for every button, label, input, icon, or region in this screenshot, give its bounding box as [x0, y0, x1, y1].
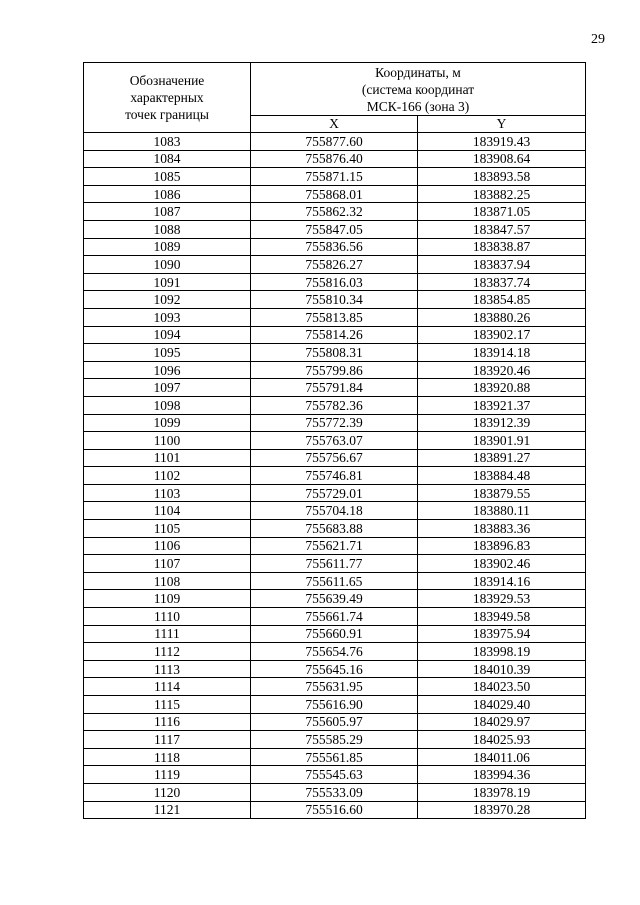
x-coordinate-cell: 755763.07 [251, 432, 418, 450]
table-row [84, 238, 586, 256]
point-number-cell: 1112 [84, 643, 251, 661]
y-coordinate-cell: 183998.19 [418, 643, 586, 661]
table-header [84, 63, 586, 133]
point-number-cell: 1088 [84, 220, 251, 238]
y-coordinate-cell: 183994.36 [418, 766, 586, 784]
point-number-cell: 1094 [84, 326, 251, 344]
x-coordinate-cell: 755868.01 [251, 185, 418, 203]
point-number-cell: 1120 [84, 783, 251, 801]
x-coordinate-cell: 755871.15 [251, 168, 418, 186]
point-number-cell: 1105 [84, 520, 251, 538]
x-coordinate-cell: 755791.84 [251, 379, 418, 397]
point-number-cell: 1107 [84, 555, 251, 573]
x-coordinate-cell: 755746.81 [251, 467, 418, 485]
x-coordinate-cell: 755654.76 [251, 643, 418, 661]
table-row [84, 502, 586, 520]
y-coordinate-cell: 183879.55 [418, 484, 586, 502]
point-number-cell: 1096 [84, 361, 251, 379]
table-row [84, 308, 586, 326]
y-coordinate-cell: 183920.46 [418, 361, 586, 379]
x-coordinate-cell: 755683.88 [251, 520, 418, 538]
y-coordinate-cell: 183838.87 [418, 238, 586, 256]
table-row [84, 379, 586, 397]
table-row [84, 484, 586, 502]
table-row [84, 520, 586, 538]
y-coordinate-cell: 183884.48 [418, 467, 586, 485]
y-coordinate-cell: 184029.97 [418, 713, 586, 731]
point-number-cell: 1090 [84, 256, 251, 274]
x-coordinate-cell: 755876.40 [251, 150, 418, 168]
point-number-cell: 1103 [84, 484, 251, 502]
point-number-cell: 1083 [84, 133, 251, 151]
table-row [84, 203, 586, 221]
y-coordinate-cell: 183949.58 [418, 608, 586, 626]
y-coordinate-cell: 183880.26 [418, 308, 586, 326]
y-coordinate-cell: 183837.74 [418, 273, 586, 291]
table-row [84, 449, 586, 467]
table-row [84, 713, 586, 731]
x-coordinate-cell: 755729.01 [251, 484, 418, 502]
table-row [84, 344, 586, 362]
y-coordinate-cell: 183901.91 [418, 432, 586, 450]
point-number-cell: 1116 [84, 713, 251, 731]
x-coordinate-cell: 755813.85 [251, 308, 418, 326]
x-coordinate-cell: 755660.91 [251, 625, 418, 643]
table-body [84, 133, 586, 819]
x-coordinate-cell: 755847.05 [251, 220, 418, 238]
y-coordinate-cell: 183882.25 [418, 185, 586, 203]
y-coordinate-cell: 183883.36 [418, 520, 586, 538]
y-column-header: Y [418, 116, 586, 133]
point-label-header-line: точек границы [125, 107, 209, 122]
point-label-header-line: характерных [130, 90, 204, 105]
y-coordinate-cell: 183880.11 [418, 502, 586, 520]
point-number-cell: 1121 [84, 801, 251, 819]
table-row [84, 467, 586, 485]
y-coordinate-cell: 183902.17 [418, 326, 586, 344]
y-coordinate-cell: 183975.94 [418, 625, 586, 643]
coordinates-header-line: Координаты, м [375, 64, 461, 80]
table-row [84, 185, 586, 203]
table-row [84, 537, 586, 555]
x-coordinate-cell: 755533.09 [251, 783, 418, 801]
y-coordinate-cell: 183854.85 [418, 291, 586, 309]
table-row [84, 643, 586, 661]
y-coordinate-cell: 183920.88 [418, 379, 586, 397]
y-coordinate-cell: 183896.83 [418, 537, 586, 555]
x-column-header: X [251, 116, 418, 133]
point-number-cell: 1097 [84, 379, 251, 397]
y-coordinate-cell: 184025.93 [418, 731, 586, 749]
table-row [84, 414, 586, 432]
point-number-cell: 1117 [84, 731, 251, 749]
x-coordinate-cell: 755782.36 [251, 396, 418, 414]
x-coordinate-cell: 755516.60 [251, 801, 418, 819]
point-label-header-line: Обозначение [129, 73, 205, 88]
table-row [84, 220, 586, 238]
point-number-cell: 1084 [84, 150, 251, 168]
table-row [84, 256, 586, 274]
point-number-cell: 1087 [84, 203, 251, 221]
x-coordinate-cell: 755605.97 [251, 713, 418, 731]
x-coordinate-cell: 755814.26 [251, 326, 418, 344]
x-coordinate-cell: 755645.16 [251, 660, 418, 678]
point-number-cell: 1115 [84, 696, 251, 714]
table-row [84, 150, 586, 168]
y-coordinate-cell: 183970.28 [418, 801, 586, 819]
y-coordinate-cell: 183902.46 [418, 555, 586, 573]
point-number-cell: 1095 [84, 344, 251, 362]
table-row [84, 696, 586, 714]
y-coordinate-cell: 183912.39 [418, 414, 586, 432]
point-number-cell: 1109 [84, 590, 251, 608]
coordinates-table [83, 62, 586, 819]
x-coordinate-cell: 755585.29 [251, 731, 418, 749]
table-row [84, 432, 586, 450]
y-coordinate-cell: 183978.19 [418, 783, 586, 801]
table-row [84, 801, 586, 819]
table-row [84, 133, 586, 151]
x-coordinate-cell: 755772.39 [251, 414, 418, 432]
point-label-header [84, 63, 251, 133]
y-coordinate-cell: 184023.50 [418, 678, 586, 696]
table-row [84, 396, 586, 414]
y-coordinate-cell: 183891.27 [418, 449, 586, 467]
table-row [84, 361, 586, 379]
y-coordinate-cell: 183871.05 [418, 203, 586, 221]
point-number-cell: 1101 [84, 449, 251, 467]
table-row [84, 273, 586, 291]
point-number-cell: 1110 [84, 608, 251, 626]
point-number-cell: 1108 [84, 572, 251, 590]
y-coordinate-cell: 184010.39 [418, 660, 586, 678]
point-number-cell: 1106 [84, 537, 251, 555]
point-number-cell: 1099 [84, 414, 251, 432]
point-number-cell: 1102 [84, 467, 251, 485]
table-row [84, 783, 586, 801]
coordinates-group-header [251, 63, 586, 116]
table-row [84, 678, 586, 696]
x-coordinate-cell: 755810.34 [251, 291, 418, 309]
x-coordinate-cell: 755545.63 [251, 766, 418, 784]
x-coordinate-cell: 755561.85 [251, 748, 418, 766]
point-number-cell: 1093 [84, 308, 251, 326]
x-coordinate-cell: 755639.49 [251, 590, 418, 608]
point-number-cell: 1111 [84, 625, 251, 643]
point-number-cell: 1113 [84, 660, 251, 678]
point-number-cell: 1098 [84, 396, 251, 414]
x-coordinate-cell: 755704.18 [251, 502, 418, 520]
table-row [84, 731, 586, 749]
x-coordinate-cell: 755816.03 [251, 273, 418, 291]
point-number-cell: 1118 [84, 748, 251, 766]
y-coordinate-cell: 184029.40 [418, 696, 586, 714]
table-row [84, 291, 586, 309]
y-coordinate-cell: 183847.57 [418, 220, 586, 238]
y-coordinate-cell: 183914.18 [418, 344, 586, 362]
y-coordinate-cell: 183908.64 [418, 150, 586, 168]
y-coordinate-cell: 183929.53 [418, 590, 586, 608]
page-number: 29 [591, 32, 605, 47]
x-coordinate-cell: 755799.86 [251, 361, 418, 379]
table-row [84, 608, 586, 626]
table-row [84, 326, 586, 344]
point-number-cell: 1089 [84, 238, 251, 256]
x-coordinate-cell: 755808.31 [251, 344, 418, 362]
point-number-cell: 1104 [84, 502, 251, 520]
table-row [84, 168, 586, 186]
x-coordinate-cell: 755611.77 [251, 555, 418, 573]
y-coordinate-cell: 183893.58 [418, 168, 586, 186]
y-coordinate-cell: 183837.94 [418, 256, 586, 274]
table-row [84, 590, 586, 608]
x-coordinate-cell: 755631.95 [251, 678, 418, 696]
point-number-cell: 1091 [84, 273, 251, 291]
table-row [84, 572, 586, 590]
x-coordinate-cell: 755616.90 [251, 696, 418, 714]
point-number-cell: 1114 [84, 678, 251, 696]
x-coordinate-cell: 755621.71 [251, 537, 418, 555]
x-coordinate-cell: 755826.27 [251, 256, 418, 274]
x-coordinate-cell: 755836.56 [251, 238, 418, 256]
table-row [84, 766, 586, 784]
point-number-cell: 1086 [84, 185, 251, 203]
point-number-cell: 1100 [84, 432, 251, 450]
y-coordinate-cell: 183921.37 [418, 396, 586, 414]
y-coordinate-cell: 183914.16 [418, 572, 586, 590]
point-number-cell: 1119 [84, 766, 251, 784]
y-coordinate-cell: 184011.06 [418, 748, 586, 766]
y-coordinate-cell: 183919.43 [418, 133, 586, 151]
coordinates-header-line: МСК-166 (зона 3) [366, 98, 470, 114]
point-number-cell: 1092 [84, 291, 251, 309]
table-row [84, 748, 586, 766]
header-row-top [84, 63, 586, 116]
table-row [84, 625, 586, 643]
table-row [84, 555, 586, 573]
x-coordinate-cell: 755661.74 [251, 608, 418, 626]
x-coordinate-cell: 755862.32 [251, 203, 418, 221]
x-coordinate-cell: 755877.60 [251, 133, 418, 151]
table-row [84, 660, 586, 678]
point-number-cell: 1085 [84, 168, 251, 186]
x-coordinate-cell: 755756.67 [251, 449, 418, 467]
coordinates-header-line: (система координат [361, 81, 475, 97]
x-coordinate-cell: 755611.65 [251, 572, 418, 590]
